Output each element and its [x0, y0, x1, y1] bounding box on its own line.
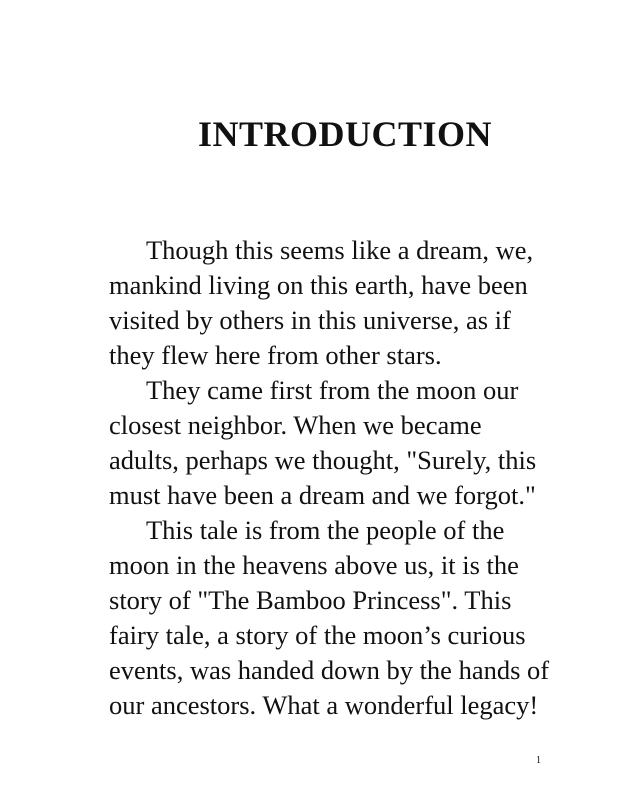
paragraph-1-line-2: mankind living on this earth, have been — [109, 270, 528, 300]
paragraph-3-line-4: fairy tale, a story of the moon’s curious — [109, 620, 526, 650]
paragraph-1-line-1: Though this seems like a dream, we, — [146, 235, 534, 265]
paragraph-2-line-2: closest neighbor. When we became — [109, 410, 482, 440]
page-title: INTRODUCTION — [197, 114, 493, 154]
paragraph-2-line-4: must have been a dream and we forgot." — [109, 480, 536, 510]
paragraph-2-line-1: They came first from the moon our — [146, 375, 519, 405]
paragraph-3-line-1: This tale is from the people of the — [146, 515, 505, 545]
paragraph-1-line-3: visited by others in this universe, as if — [109, 305, 511, 335]
paragraph-3-line-2: moon in the heavens above us, it is the — [109, 550, 519, 580]
paragraph-3-line-6: our ancestors. What a wonderful legacy! — [109, 690, 539, 720]
paragraph-3-line-3: story of "The Bamboo Princess". This — [109, 585, 512, 615]
body-text — [109, 233, 609, 723]
paragraph-2-line-3: adults, perhaps we thought, "Surely, this — [109, 445, 537, 475]
paragraph-1-line-4: they flew here from other stars. — [109, 340, 442, 370]
page-number: 1 — [536, 755, 541, 766]
paragraph-3-line-5: events, was handed down by the hands of — [109, 655, 550, 685]
